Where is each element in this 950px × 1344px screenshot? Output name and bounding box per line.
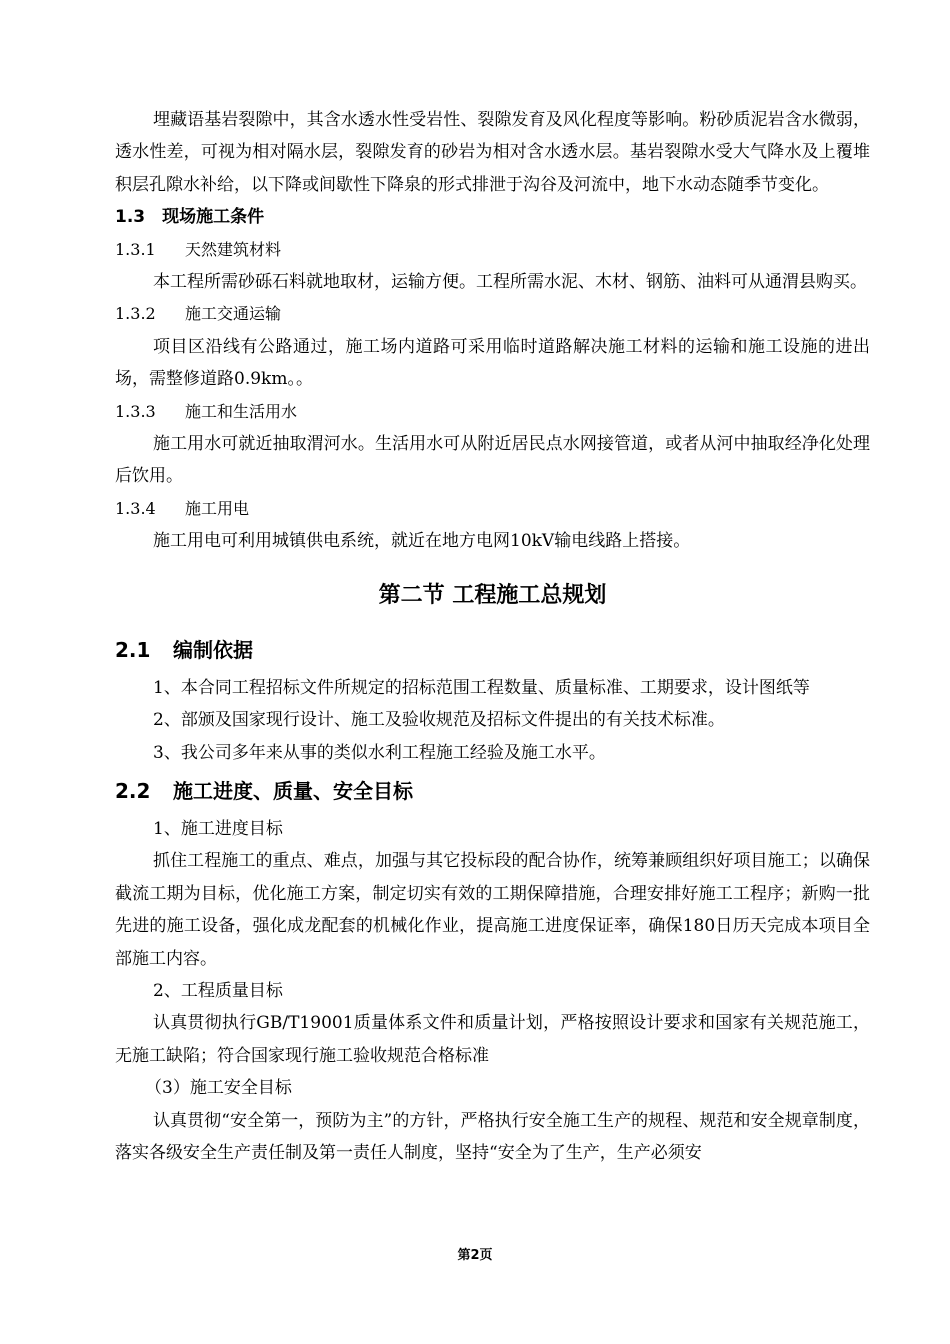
subheading-number: 1.3.2 [115,304,156,324]
goal-label-quality: 2、工程质量目标 [153,980,283,1001]
list-item: 2、部颁及国家现行设计、施工及验收规范及招标文件提出的有关技术标准。 [153,710,725,731]
paragraph-materials: 本工程所需砂砾石料就地取材，运输方便。工程所需水泥、木材、钢筋、油料可从通渭县购买。 [153,272,867,293]
paragraph-safety-goal: 认真贯彻“安全第一，预防为主”的方针，严格执行安全施工生产的规程、规范和安全规章制度，落实各级安全生产责任制及第一责任人制度，坚持“安全为了生产，生产必须安 [115,1110,870,1163]
heading-2-2 [115,769,870,813]
heading-number: 2.1 [115,637,151,662]
paragraph-schedule-goal: 抓住工程施工的重点、难点，加强与其它投标段的配合协作，统筹兼顾组织好项目施工；以确保截流工期为目标，优化施工方案，制定切实有效的工期保障措施，合理安排好施工工程序；新购一批先进的施工设备，强化成龙配套的机械化作业，提高施工进度保证率，确保180日历天完成本项目全部施工内容。 [115,851,870,969]
subheading-title: 施工和生活用水 [185,401,298,421]
subheading-number: 1.3.4 [115,498,156,518]
heading-title: 施工进度、质量、安全目标 [173,778,413,803]
list-item: 1、本合同工程招标文件所规定的招标范围工程数量、质量标准、工期要求，设计图纸等 [153,677,810,698]
subheading-1-3-1 [115,234,870,266]
subheading-1-3-4 [115,493,870,525]
subheading-1-3-3 [115,396,870,428]
heading-title: 编制依据 [173,637,253,662]
paragraph-water: 施工用水可就近抽取渭河水。生活用水可从附近居民点水网接管道，或者从河中抽取经净化处理后饮用。 [115,434,870,487]
paragraph-groundwater: 埋藏语基岩裂隙中，其含水透水性受岩性、裂隙发育及风化程度等影响。粉砂质泥岩含水微弱，透水性差，可视为相对隔水层，裂隙发育的砂岩为相对含水透水层。基岩裂隙水受大气降水及上覆堆积层孔隙水补给，以下降或间歇性下降泉的形式排泄于沟谷及河流中，地下水动态随季节变化。 [115,110,870,195]
paragraph-transport: 项目区沿线有公路通过，施工场内道路可采用临时道路解决施工材料的运输和施工设施的进出场，需整修道路0.9km。。 [115,336,870,390]
subheading-number: 1.3.3 [115,401,156,421]
subheading-number: 1.3.1 [115,239,156,259]
paragraph-power: 施工用电可利用城镇供电系统，就近在地方电网10kV输电线路上搭接。 [153,531,691,552]
subheading-title: 天然建筑材料 [185,239,282,259]
heading-1-3: 1.3 现场施工条件 [115,207,265,228]
heading-2-1 [115,628,870,672]
subheading-title: 施工交通运输 [185,304,282,324]
subheading-title: 施工用电 [185,498,250,518]
goal-label-safety: （3）施工安全目标 [145,1078,292,1099]
goal-label-schedule: 1、施工进度目标 [153,818,283,839]
section-title: 第二节 工程施工总规划 [378,582,607,608]
page-number: 第2页 [457,1248,493,1263]
subheading-1-3-2 [115,298,870,330]
page-content [115,104,870,1169]
heading-number: 2.2 [115,778,151,803]
paragraph-quality-goal: 认真贯彻执行GB/T19001质量体系文件和质量计划，严格按照设计要求和国家有关规范施工，无施工缺陷；符合国家现行施工验收规范合格标准 [115,1013,870,1066]
list-item: 3、我公司多年来从事的类似水利工程施工经验及施工水平。 [153,742,606,763]
